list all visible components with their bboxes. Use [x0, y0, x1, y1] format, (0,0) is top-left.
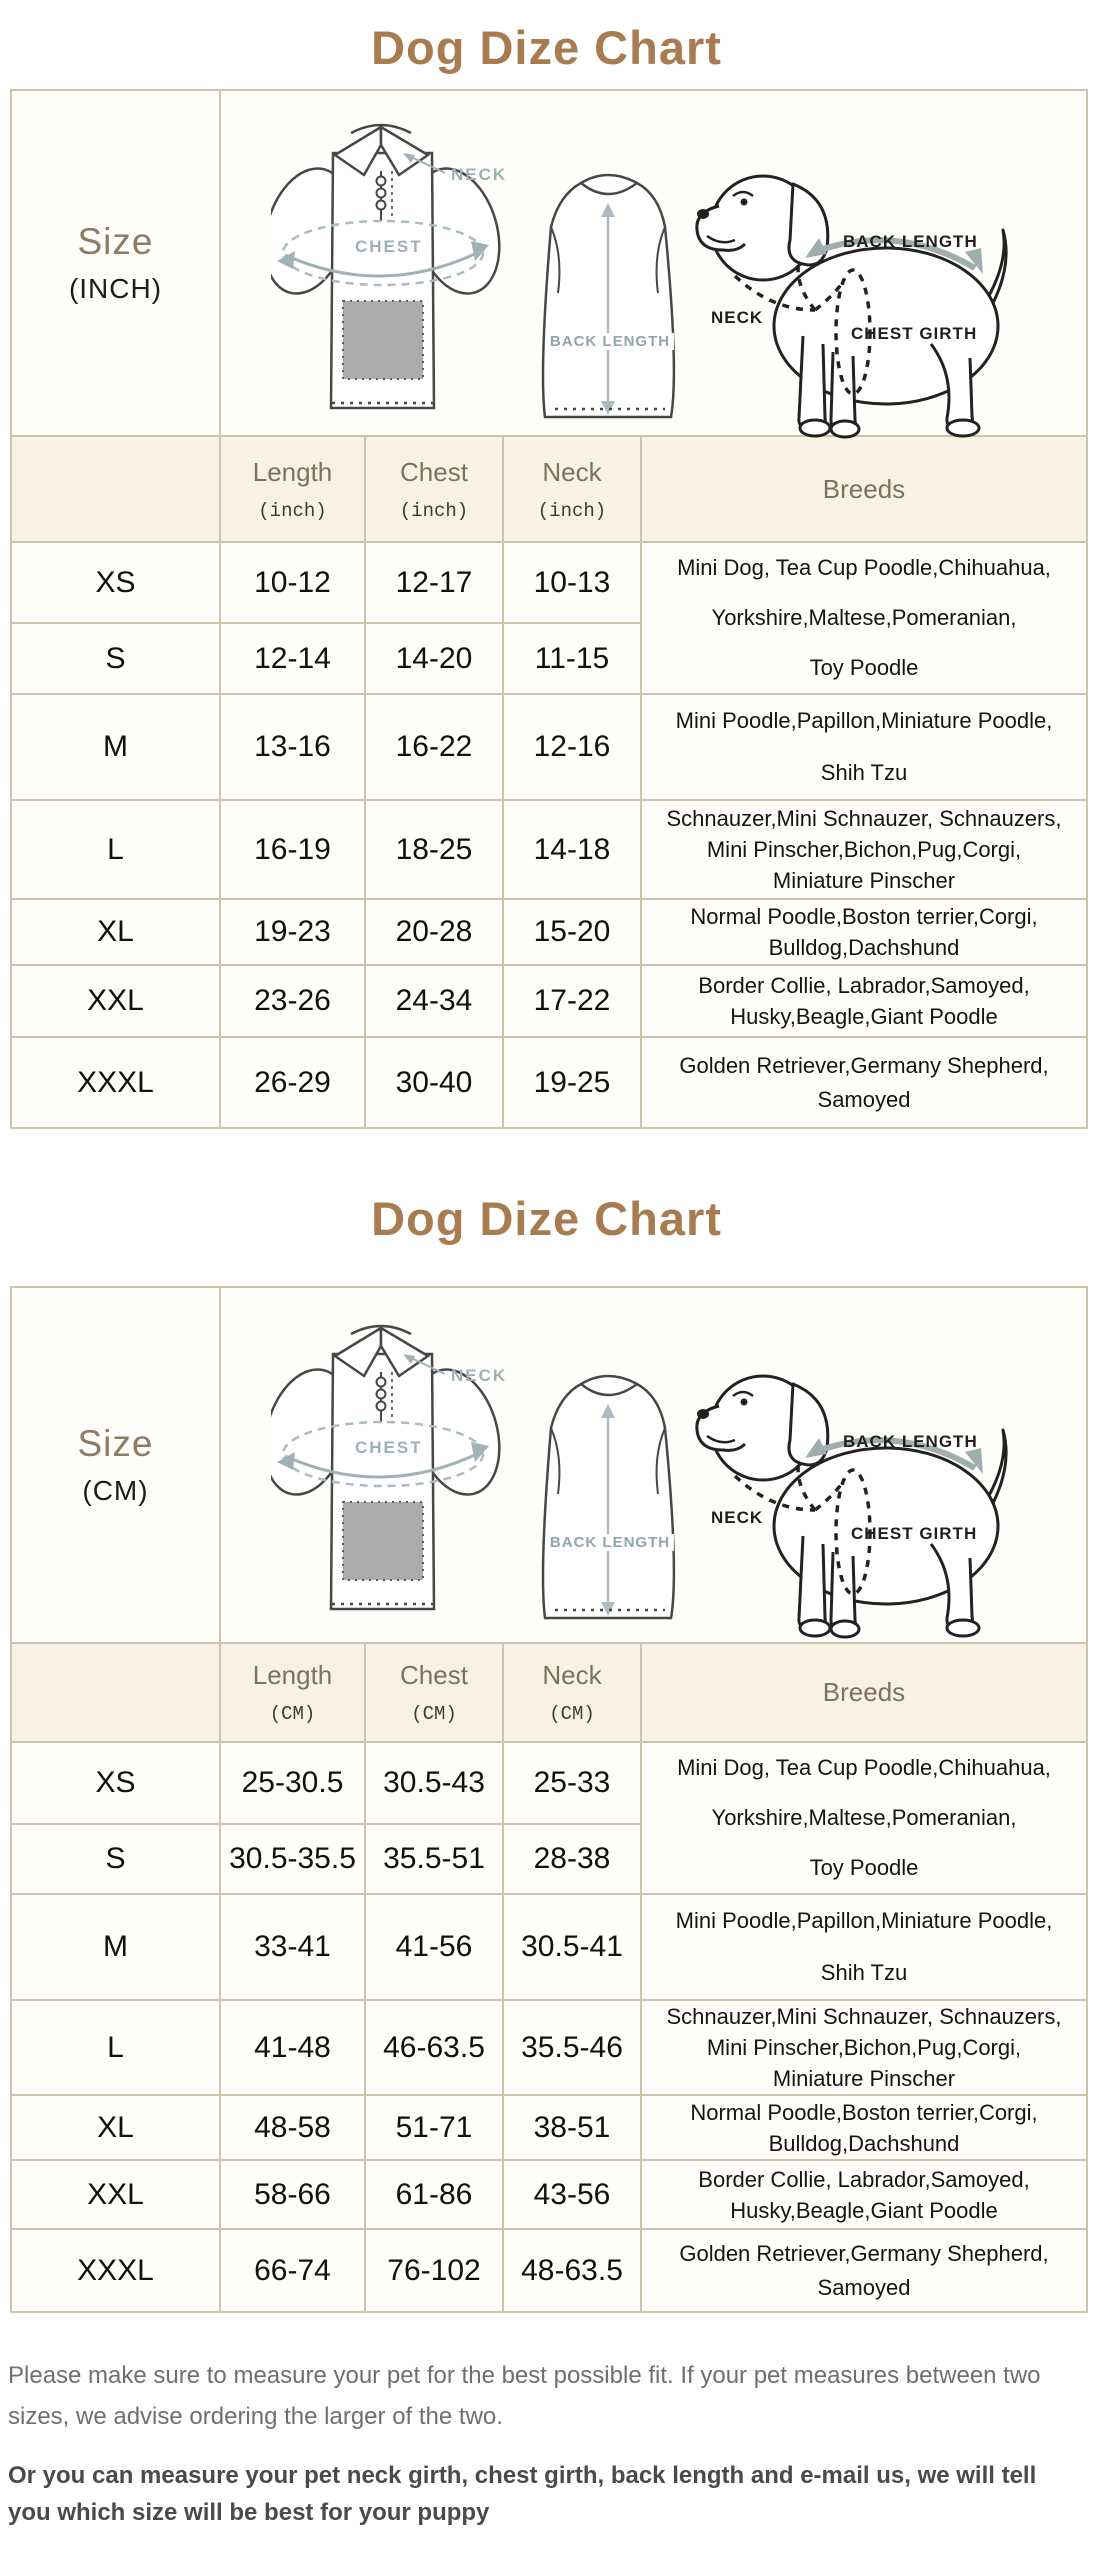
row-breeds: Schnauzer,Mini Schnauzer, Schnauzers, Mini Pinscher,Bichon,Pug,Corgi, Miniature Pinscher — [641, 800, 1087, 899]
row-breeds: Golden Retriever,Germany Shepherd, Samoyed — [641, 2229, 1087, 2312]
row-neck: 10-13 — [503, 542, 641, 623]
front-shirt-drawing — [271, 1314, 521, 1629]
measurement-diagrams-cell — [220, 90, 1087, 436]
row-breeds: Schnauzer,Mini Schnauzer, Schnauzers, Mini Pinscher,Bichon,Pug,Corgi, Miniature Pinscher — [641, 2000, 1087, 2095]
dog-neck-label: NECK — [711, 1508, 764, 1527]
row-breeds: Golden Retriever,Germany Shepherd, Samoyed — [641, 1037, 1087, 1128]
header-length: Length (CM) — [220, 1643, 365, 1742]
row-size: L — [11, 2000, 220, 2095]
row-neck: 28-38 — [503, 1824, 641, 1894]
front-shirt-neck-label: NECK — [451, 1366, 508, 1385]
row-size: S — [11, 623, 220, 694]
row-neck: 17-22 — [503, 965, 641, 1037]
row-breeds: Border Collie, Labrador,Samoyed, Husky,Beagle,Giant Poodle — [641, 2160, 1087, 2229]
row-chest: 35.5-51 — [365, 1824, 503, 1894]
row-neck: 35.5-46 — [503, 2000, 641, 2095]
row-neck: 48-63.5 — [503, 2229, 641, 2312]
row-size: L — [11, 800, 220, 899]
back-shirt-diagram — [531, 1362, 689, 1624]
dog-neck-label: NECK — [711, 308, 764, 327]
table-row — [11, 1037, 1087, 1128]
row-chest: 46-63.5 — [365, 2000, 503, 2095]
row-size: M — [11, 1894, 220, 2000]
size-chart-table-cm — [10, 1286, 1088, 2313]
table-row — [11, 2160, 1087, 2229]
front-shirt-neck-label: NECK — [451, 165, 508, 184]
row-chest: 30.5-43 — [365, 1742, 503, 1824]
row-size: XXL — [11, 2160, 220, 2229]
row-chest: 20-28 — [365, 899, 503, 965]
dog-diagram — [691, 156, 1011, 441]
size-unit-label: (CM) — [82, 1475, 149, 1506]
table-row — [11, 2000, 1087, 2095]
row-neck: 14-18 — [503, 800, 641, 899]
row-breeds: Mini Poodle,Papillon,Miniature Poodle, Shih Tzu — [641, 694, 1087, 800]
row-chest: 76-102 — [365, 2229, 503, 2312]
row-breeds: Border Collie, Labrador,Samoyed, Husky,Beagle,Giant Poodle — [641, 965, 1087, 1037]
row-chest: 18-25 — [365, 800, 503, 899]
row-size: XXXL — [11, 2229, 220, 2312]
row-length: 58-66 — [220, 2160, 365, 2229]
email-advice-note: Or you can measure your pet neck girth, chest girth, back length and e-mail us, we will tell you which size will be best for your puppy — [8, 2462, 1037, 2526]
row-length: 19-23 — [220, 899, 365, 965]
row-neck: 30.5-41 — [503, 1894, 641, 2000]
size-chart-table-inch — [10, 89, 1088, 1129]
row-breeds: Mini Dog, Tea Cup Poodle,Chihuahua, Yorkshire,Maltese,Pomeranian, Toy Poodle — [641, 1742, 1087, 1894]
dog-back-length-label: BACK LENGTH — [843, 232, 978, 251]
header-neck: Neck (CM) — [503, 1643, 641, 1742]
row-breeds: Mini Poodle,Papillon,Miniature Poodle, Shih Tzu — [641, 1894, 1087, 2000]
front-shirt-chest-label: CHEST — [355, 1438, 423, 1457]
row-length: 48-58 — [220, 2095, 365, 2160]
front-shirt-drawing — [271, 113, 521, 428]
front-shirt-diagram — [271, 1314, 521, 1629]
row-chest: 30-40 — [365, 1037, 503, 1128]
row-length: 30.5-35.5 — [220, 1824, 365, 1894]
row-breeds: Normal Poodle,Boston terrier,Corgi, Bulldog,Dachshund — [641, 899, 1087, 965]
dog-chest-girth-label: CHEST GIRTH — [851, 324, 978, 343]
back-shirt-back-length-label: BACK LENGTH — [546, 333, 674, 350]
row-chest: 41-56 — [365, 1894, 503, 2000]
page-title: Dog Dize Chart — [371, 21, 722, 74]
table-row — [11, 899, 1087, 965]
dog-diagram — [691, 1356, 1011, 1641]
size-label: Size — [77, 221, 154, 262]
row-length: 12-14 — [220, 623, 365, 694]
back-shirt-drawing — [531, 1362, 689, 1624]
table-row — [11, 542, 1087, 623]
header-length: Length (inch) — [220, 436, 365, 542]
dog-drawing — [691, 156, 1011, 441]
row-size: XXL — [11, 965, 220, 1037]
table-row — [11, 1894, 1087, 2000]
header-breeds: Breeds — [641, 436, 1087, 542]
page-title: Dog Dize Chart — [371, 1192, 722, 1245]
dog-back-length-label: BACK LENGTH — [843, 1432, 978, 1451]
measurement-diagrams-cell — [220, 1287, 1087, 1643]
row-neck: 19-25 — [503, 1037, 641, 1128]
row-chest: 12-17 — [365, 542, 503, 623]
row-size: XS — [11, 542, 220, 623]
header-chest: Chest (inch) — [365, 436, 503, 542]
row-breeds: Normal Poodle,Boston terrier,Corgi, Bulldog,Dachshund — [641, 2095, 1087, 2160]
header-chest: Chest (CM) — [365, 1643, 503, 1742]
row-chest: 51-71 — [365, 2095, 503, 2160]
row-chest: 61-86 — [365, 2160, 503, 2229]
row-size: M — [11, 694, 220, 800]
row-length: 10-12 — [220, 542, 365, 623]
back-shirt-drawing — [531, 161, 689, 423]
row-length: 23-26 — [220, 965, 365, 1037]
size-unit-label: (INCH) — [68, 273, 163, 304]
row-length: 41-48 — [220, 2000, 365, 2095]
row-length: 16-19 — [220, 800, 365, 899]
row-size: XL — [11, 2095, 220, 2160]
row-length: 33-41 — [220, 1894, 365, 2000]
table-row — [11, 2095, 1087, 2160]
row-neck: 11-15 — [503, 623, 641, 694]
row-neck: 43-56 — [503, 2160, 641, 2229]
row-size: XS — [11, 1742, 220, 1824]
front-shirt-diagram — [271, 113, 521, 428]
row-breeds: Mini Dog, Tea Cup Poodle,Chihuahua, Yorkshire,Maltese,Pomeranian, Toy Poodle — [641, 542, 1087, 694]
row-neck: 12-16 — [503, 694, 641, 800]
table-row — [11, 1742, 1087, 1824]
back-shirt-back-length-label: BACK LENGTH — [546, 1534, 674, 1551]
table-row — [11, 965, 1087, 1037]
row-length: 26-29 — [220, 1037, 365, 1128]
row-size: XL — [11, 899, 220, 965]
row-size: XXXL — [11, 1037, 220, 1128]
measure-advice-note: Please make sure to measure your pet for the best possible fit. If your pet measures between two sizes, we advise ordering the larger of the two. — [8, 2362, 1041, 2430]
row-neck: 15-20 — [503, 899, 641, 965]
table-row — [11, 800, 1087, 899]
row-size: S — [11, 1824, 220, 1894]
header-breeds: Breeds — [641, 1643, 1087, 1742]
front-shirt-chest-label: CHEST — [355, 237, 423, 256]
back-shirt-diagram — [531, 161, 689, 423]
row-chest: 16-22 — [365, 694, 503, 800]
row-chest: 24-34 — [365, 965, 503, 1037]
size-label: Size — [77, 1423, 154, 1464]
row-length: 13-16 — [220, 694, 365, 800]
table-row — [11, 2229, 1087, 2312]
row-length: 25-30.5 — [220, 1742, 365, 1824]
header-neck: Neck (inch) — [503, 436, 641, 542]
row-chest: 14-20 — [365, 623, 503, 694]
header-empty-cell — [11, 436, 220, 542]
size-unit-cell — [11, 90, 220, 436]
table-row — [11, 694, 1087, 800]
size-unit-cell — [11, 1287, 220, 1643]
row-neck: 25-33 — [503, 1742, 641, 1824]
dog-chest-girth-label: CHEST GIRTH — [851, 1524, 978, 1543]
header-empty-cell — [11, 1643, 220, 1742]
row-neck: 38-51 — [503, 2095, 641, 2160]
dog-drawing — [691, 1356, 1011, 1641]
footer-notes — [8, 2355, 1085, 2531]
row-length: 66-74 — [220, 2229, 365, 2312]
